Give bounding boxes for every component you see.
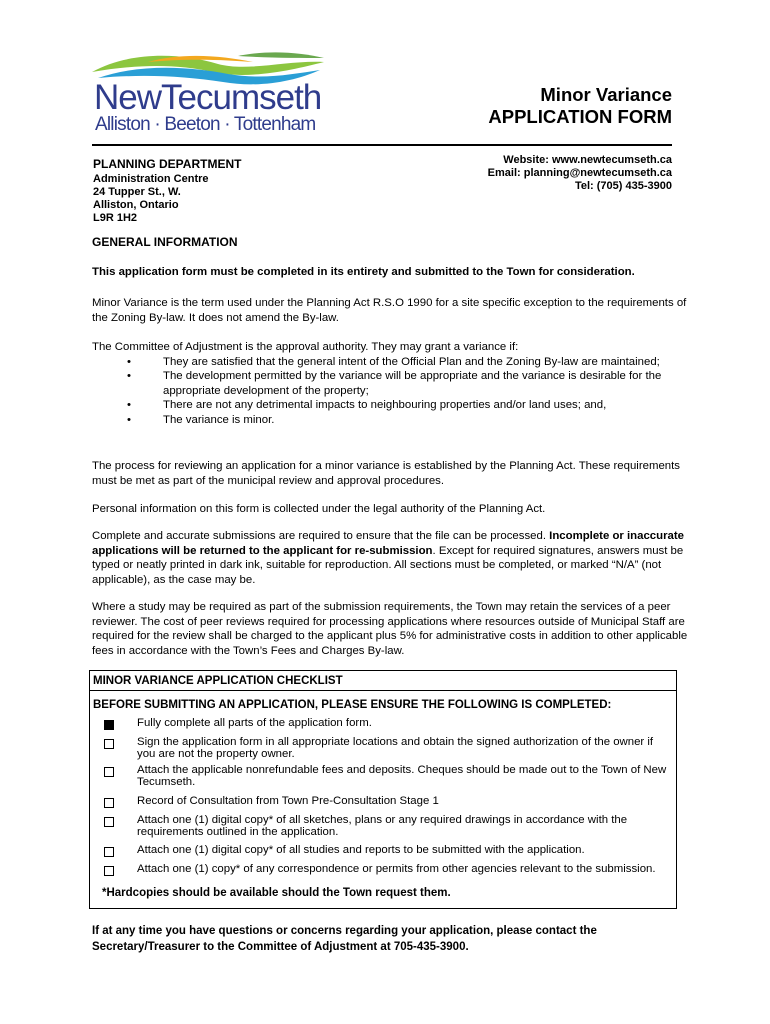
- bullet-icon: •: [127, 370, 131, 383]
- checklist-subheading: BEFORE SUBMITTING AN APPLICATION, PLEASE ENSURE THE FOLLOWING IS COMPLETED:: [93, 699, 612, 711]
- checkbox[interactable]: [104, 798, 114, 808]
- contact-block: [488, 154, 672, 193]
- checklist-item-label: Attach the applicable nonrefundable fees and deposits. Cheques should be made out to the Town of New Tecumseth.: [137, 764, 667, 788]
- paragraph-peer-review: Where a study may be required as part of the submission requirements, the Town may retain the services of a peer reviewer. The cost of peer reviews required for processing applications where resources outside of Municipal Staff are required for the review shall be charged to the applicant plus 5% for administrative costs in addition to other applicable fees in accordance with the Town’s Fees and Charges By-law.: [92, 601, 688, 657]
- checklist-footnote: *Hardcopies should be available should the Town request them.: [102, 887, 451, 899]
- checklist-item-label: Fully complete all parts of the application form.: [137, 717, 372, 729]
- logo-name: NewTecumseth: [94, 78, 322, 117]
- list-item: • They are satisfied that the general intent of the Official Plan and the Zoning By-law are maintained;: [127, 355, 660, 368]
- paragraph-process: The process for reviewing an application for a minor variance is established by the Planning Act. These requirements must be met as part of the municipal review and approval procedures.: [92, 460, 680, 487]
- new-tecumseth-logo: [88, 50, 328, 135]
- bullet-icon: •: [127, 355, 131, 368]
- checklist-header: [90, 671, 676, 691]
- address-line: L9R 1H2: [93, 212, 138, 224]
- bullet-icon: •: [127, 413, 131, 426]
- checklist-heading: MINOR VARIANCE APPLICATION CHECKLIST: [93, 675, 343, 687]
- email-link[interactable]: Email: planning@newtecumseth.ca: [487, 167, 672, 179]
- checklist-item-label: Attach one (1) digital copy* of all sketches, plans or any required drawings in accordance with the requirements outlined in the application.: [137, 814, 628, 838]
- general-info-heading: GENERAL INFORMATION: [92, 235, 238, 249]
- checkbox[interactable]: [104, 847, 114, 857]
- header-divider: [92, 144, 672, 146]
- intro-paragraph: This application form must be completed in its entirety and submitted to the Town for consideration.: [92, 266, 635, 278]
- checkbox[interactable]: [104, 866, 114, 876]
- criteria-list: [92, 355, 696, 428]
- address-line: 24 Tupper St., W.: [93, 186, 181, 198]
- checkbox[interactable]: [104, 739, 114, 749]
- website-link[interactable]: Website: www.newtecumseth.ca: [503, 154, 672, 166]
- department-block: [93, 157, 241, 225]
- form-title: [488, 84, 672, 128]
- checkbox[interactable]: [104, 817, 114, 827]
- logo-subtitle: Alliston · Beeton · Tottenham: [95, 114, 316, 135]
- warning-text: Incomplete or inaccurate applications will be returned to the applicant for re-submission: [92, 530, 684, 557]
- paragraph-definition: Minor Variance is the term used under the Planning Act R.S.O 1990 for a site specific exception to the requirements of the Zoning By-law. It does not amend the By-law.: [92, 297, 687, 324]
- checklist-item-label: Attach one (1) copy* of any correspondence or permits from other agencies relevant to the submission.: [137, 863, 656, 875]
- checklist-box: [89, 670, 677, 909]
- form-title-line1: Minor Variance: [540, 84, 672, 105]
- checklist-item-label: Sign the application form in all appropriate locations and obtain the signed authorization of the owner if you are not the property owner.: [137, 736, 654, 760]
- checkbox[interactable]: [104, 767, 114, 777]
- closing-note: If at any time you have questions or concerns regarding your application, please contact the Secretary/Treasurer to the Committee of Adjustment at 705-435-3900.: [92, 925, 597, 953]
- department-heading: PLANNING DEPARTMENT: [93, 157, 242, 171]
- address-line: Administration Centre: [93, 173, 209, 185]
- checkbox[interactable]: [104, 720, 114, 730]
- checklist-item-label: Record of Consultation from Town Pre-Consultation Stage 1: [137, 795, 439, 807]
- list-item: • There are not any detrimental impacts to neighbouring properties and/or land uses; and,: [127, 399, 607, 412]
- checklist-item-label: Attach one (1) digital copy* of all studies and reports to be submitted with the application.: [137, 844, 585, 856]
- paragraph-committee: The Committee of Adjustment is the approval authority. They may grant a variance if:: [92, 341, 519, 353]
- committee-section: [92, 340, 696, 428]
- paragraph-privacy: Personal information on this form is collected under the legal authority of the Planning Act.: [92, 503, 546, 515]
- list-item: • The variance is minor.: [127, 413, 275, 426]
- list-item: • The development permitted by the variance will be appropriate and the variance is desirable for the appropriate development of the property;: [127, 370, 662, 397]
- bullet-icon: •: [127, 399, 131, 412]
- telephone: Tel: (705) 435-3900: [574, 180, 672, 192]
- address-line: Alliston, Ontario: [93, 199, 179, 211]
- form-title-line2: APPLICATION FORM: [488, 106, 672, 127]
- paragraph-submission: Complete and accurate submissions are required to ensure that the file can be processed. Incomplete or inaccurate applications will be returned to the applicant for re-submission. Except for required signatures, answers must be typed or neatly printed in dark ink, suitable for reproduction. All sections must be completed, or marked “N/A” (not applicable), as the case may be.: [92, 530, 684, 586]
